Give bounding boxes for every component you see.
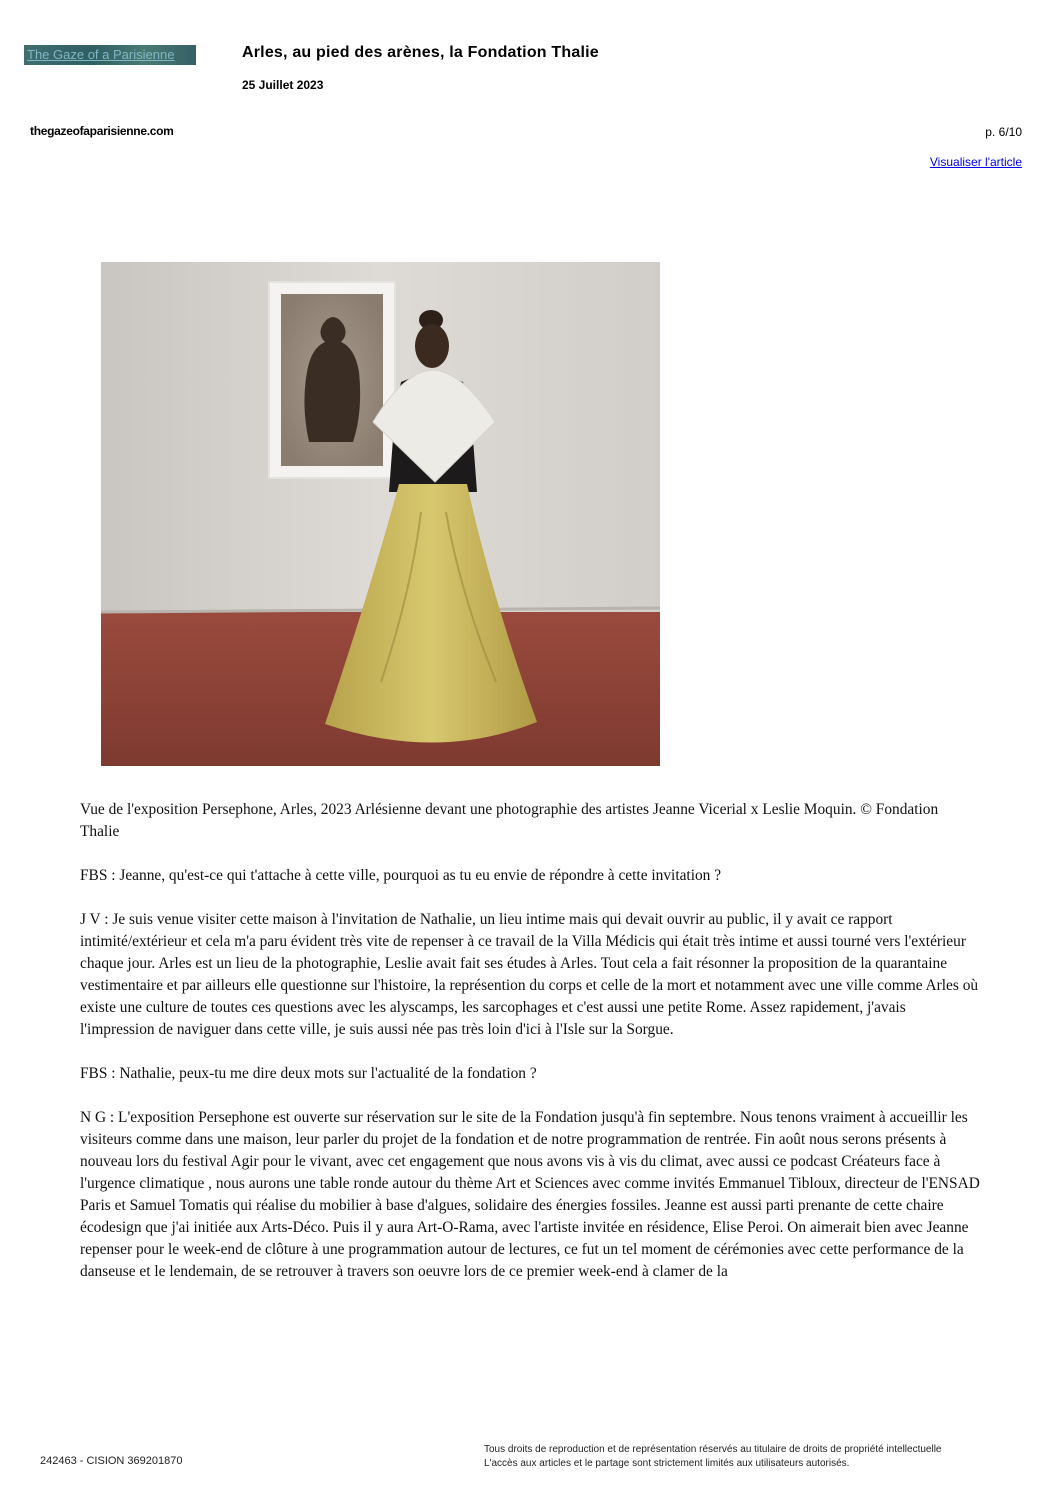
question-1: FBS : Jeanne, qu'est-ce qui t'attache à cette ville, pourquoi as tu eu envie de répondre à cette invitation ? [80, 867, 722, 884]
rights-notice [484, 1443, 942, 1471]
answer-1: J V : Je suis venue visiter cette maison à l'invitation de Nathalie, un lieu intime mais qui devait ouvrir au public, il y avait ce rapport intimité/extérieur et cela m'a paru évident très vite de repenser à ce travail de la Villa Médicis qui était très intime et aussi tourné vers l'extérieur chaque jour. Arles est un lieu de la photographie, Leslie avait fait ses études à Arles. Tout cela a fait résonner la proposition de la quarantaine vestimentaire et par ailleurs elle questionne sur l'histoire, la représention du corps et celle de la mort et notamment avec une ville comme Arles où existe une culture de toutes ces questions avec les alyscamps, les sarcophages et c'est aussi une petite Rome. Assez rapidement, j'avais l'impression de naviguer dans cette ville, je suis aussi née pas très loin d'ici à l'Isle sur la Sorgue. [80, 911, 979, 1038]
question-2: FBS : Nathalie, peux-tu me dire deux mots sur l'actualité de la fondation ? [80, 1065, 537, 1082]
rights-line-2: L'accès aux articles et le partage sont strictement limités aux utilisateurs autorisés. [484, 1458, 850, 1469]
publication-logo[interactable]: The Gaze of a Parisienne [24, 45, 196, 65]
document-id: 242463 - CISION 369201870 [40, 1455, 183, 1467]
source-site: thegazeofaparisienne.com [30, 124, 174, 138]
rights-line-1: Tous droits de reproduction et de représentation réservés au titulaire de droits de propriété intellectuelle [484, 1444, 942, 1455]
exhibition-photo [101, 262, 660, 766]
article-date: 25 Juillet 2023 [242, 78, 324, 92]
article-body [80, 799, 980, 1305]
photo-caption: Vue de l'exposition Persephone, Arles, 2023 Arlésienne devant une photographie des artistes Jeanne Vicerial x Leslie Moquin. © Fondation Thalie [80, 801, 939, 840]
article-title: Arles, au pied des arènes, la Fondation Thalie [242, 44, 599, 61]
head [415, 324, 449, 368]
answer-2: N G : L'exposition Persephone est ouverte sur réservation sur le site de la Fondation jusqu'à fin septembre. Nous tenons vraiment à accueillir les visiteurs comme dans une maison, leur parler du projet de la fondation et de notre programmation de rentrée. Fin août nous serons présents à nouveau lors du festival Agir pour le vivant, avec cet engagement que nous avons vis à vis du climat, avec aussi ce podcast Créateurs face à l'urgence climatique , nous aurons une table ronde autour du thème Art et Sciences avec comme invités Emmanuel Tibloux, directeur de l'ENSAD Paris et Samuel Tomatis qui réalise du mobilier à base d'algues, solidaire des énergies fossiles. Jeanne est aussi parti prenante de cette chaire écodesign que j'ai initiée aux Arts-Déco. Puis il y aura Art-O-Rama, avec l'artiste invitée en résidence, Elise Peroi. On aimerait bien avec Jeanne repenser pour le week-end de clôture à une programmation autour de lectures, ce fut un tel moment de cérémonies avec cette performance de la danseuse et le lendemain, de se retrouver à travers son oeuvre lors de ce premier week-end à clamer de la [80, 1109, 980, 1280]
page-number: p. 6/10 [985, 125, 1022, 139]
view-article-link[interactable]: Visualiser l'article [929, 155, 1022, 169]
